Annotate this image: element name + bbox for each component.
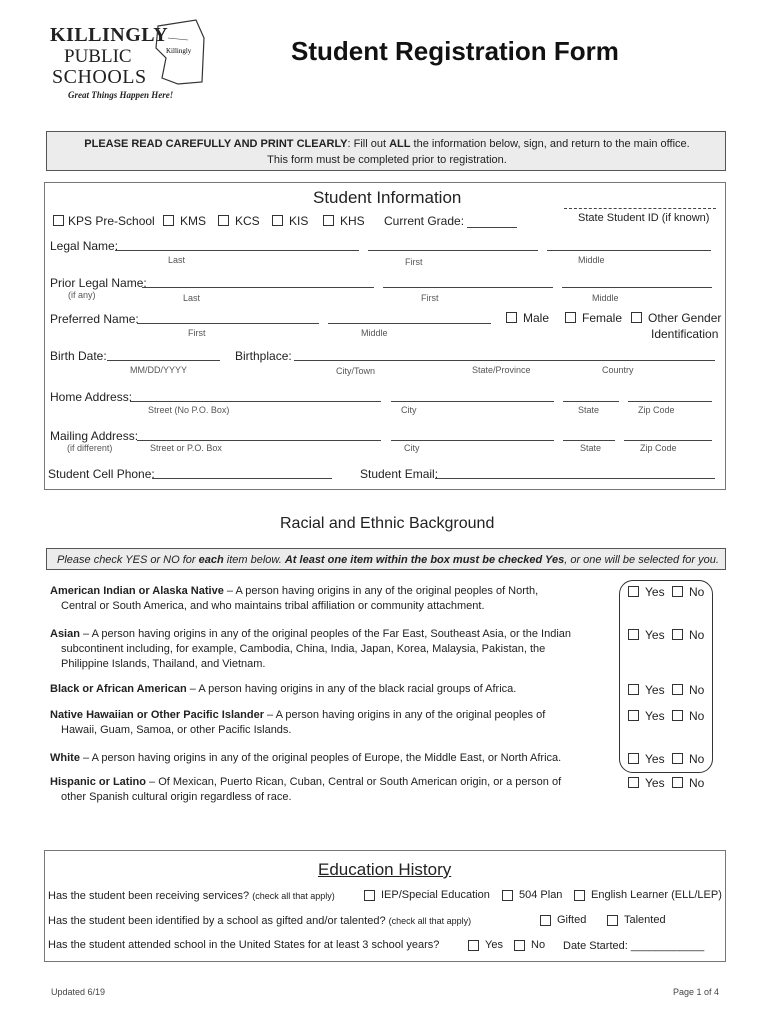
checkbox-attended-yes[interactable] <box>468 940 479 951</box>
prior-name-middle-field[interactable] <box>562 287 712 288</box>
label-attended-yes: Yes <box>485 939 503 951</box>
birth-date-hint: MM/DD/YYYY <box>130 365 188 375</box>
checkbox-hawaiian-yes[interactable] <box>628 710 639 721</box>
logo-text-public: PUBLIC <box>64 46 132 67</box>
footer-page-number: Page 1 of 4 <box>673 987 720 997</box>
mailing-zip-field[interactable] <box>624 440 712 441</box>
home-city-field[interactable] <box>391 401 554 402</box>
label-other-gender-2: Identification <box>651 327 719 341</box>
checkbox-asian-no[interactable] <box>672 629 683 640</box>
label-hawaiian-no: No <box>689 709 705 723</box>
checkbox-ell[interactable] <box>574 890 585 901</box>
race-item-hawaiian-line-1: Native Hawaiian or Other Pacific Islander – A person having origins in any of the original peoples of <box>50 709 546 721</box>
student-info-heading: Student Information <box>313 188 462 207</box>
home-address-label: Home Address: <box>50 390 133 404</box>
checkbox-hispanic-no[interactable] <box>672 777 683 788</box>
birth-date-label: Birth Date: <box>50 349 107 363</box>
cell-phone-field[interactable] <box>152 478 332 479</box>
birthplace-label: Birthplace: <box>235 349 292 363</box>
prior-name-last-field[interactable] <box>142 287 374 288</box>
race-item-hispanic-line-1: Hispanic or Latino – Of Mexican, Puerto Rican, Cuban, Central or South American origin, or a person of <box>50 776 562 788</box>
notice-box <box>46 131 726 171</box>
email-field[interactable] <box>435 478 715 479</box>
checkbox-white-no[interactable] <box>672 753 683 764</box>
race-item-hispanic-line-2: other Spanish cultural origin regardless of race. <box>61 791 292 803</box>
label-hawaiian-yes: Yes <box>645 709 665 723</box>
label-white-yes: Yes <box>645 752 665 766</box>
home-state-field[interactable] <box>563 401 619 402</box>
checkbox-kis[interactable] <box>272 215 283 226</box>
prior-name-first-hint: First <box>421 293 439 303</box>
home-zip-field[interactable] <box>628 401 712 402</box>
prior-name-first-field[interactable] <box>383 287 553 288</box>
label-attended-no: No <box>531 939 546 951</box>
race-answer-box <box>619 580 713 773</box>
education-q1: Has the student been receiving services? (check all that apply) <box>48 890 335 902</box>
legal-name-last-field[interactable] <box>115 250 359 251</box>
legal-name-first-hint: First <box>405 257 423 267</box>
home-street-hint: Street (No P.O. Box) <box>148 405 230 415</box>
preferred-name-middle-field[interactable] <box>328 323 491 324</box>
home-city-hint: City <box>401 405 417 415</box>
label-504-plan: 504 Plan <box>519 889 563 901</box>
email-label: Student Email: <box>360 467 439 481</box>
preferred-name-label: Preferred Name: <box>50 312 139 326</box>
label-kis: KIS <box>289 214 309 228</box>
prior-legal-name-hint: (if any) <box>68 290 96 300</box>
page-title: Student Registration Form <box>291 36 619 66</box>
label-kcs: KCS <box>235 214 260 228</box>
label-female: Female <box>582 311 623 325</box>
label-kps-preschool: KPS Pre-School <box>68 214 155 228</box>
mailing-city-hint: City <box>404 443 420 453</box>
checkbox-other-gender[interactable] <box>631 312 642 323</box>
label-american-indian-yes: Yes <box>645 585 665 599</box>
birthplace-country-hint: Country <box>602 365 634 375</box>
checkbox-iep[interactable] <box>364 890 375 901</box>
label-ell: English Learner (ELL/LEP) <box>591 889 722 901</box>
birthplace-state-hint: State/Province <box>472 365 531 375</box>
label-talented: Talented <box>624 914 666 926</box>
date-started-field[interactable]: Date Started: ____________ <box>563 940 705 952</box>
prior-legal-name-label: Prior Legal Name: <box>50 276 147 290</box>
prior-name-middle-hint: Middle <box>592 293 619 303</box>
checkbox-talented[interactable] <box>607 915 618 926</box>
mailing-zip-hint: Zip Code <box>640 443 677 453</box>
race-item-white-line-1: White – A person having origins in any of the original peoples of Europe, the Middle East, or North Africa. <box>50 752 562 764</box>
label-black-no: No <box>689 683 705 697</box>
checkbox-kms[interactable] <box>163 215 174 226</box>
label-kms: KMS <box>180 214 207 228</box>
education-q2: Has the student been identified by a school as gifted and/or talented? (check all that apply) <box>48 915 472 927</box>
checkbox-attended-no[interactable] <box>514 940 525 951</box>
checkbox-504-plan[interactable] <box>502 890 513 901</box>
notice-line-2: This form must be completed prior to registration. <box>267 154 507 166</box>
logo-map-label: Killingly <box>166 47 192 55</box>
checkbox-hispanic-yes[interactable] <box>628 777 639 788</box>
preferred-name-middle-hint: Middle <box>361 328 388 338</box>
label-white-no: No <box>689 752 705 766</box>
label-gifted: Gifted <box>557 914 587 926</box>
legal-name-label: Legal Name: <box>50 239 119 253</box>
birthplace-city-hint: City/Town <box>336 366 376 376</box>
checkbox-male[interactable] <box>506 312 517 323</box>
preferred-name-first-field[interactable] <box>137 323 319 324</box>
label-american-indian-no: No <box>689 585 705 599</box>
current-grade-field[interactable] <box>467 227 517 228</box>
checkbox-american-indian-yes[interactable] <box>628 586 639 597</box>
logo-text-schools: SCHOOLS <box>52 66 147 88</box>
preferred-name-first-hint: First <box>188 328 206 338</box>
checkbox-black-no[interactable] <box>672 684 683 695</box>
birthplace-field[interactable] <box>294 360 715 361</box>
label-male: Male <box>523 311 550 325</box>
label-asian-yes: Yes <box>645 628 665 642</box>
checkbox-khs[interactable] <box>323 215 334 226</box>
checkbox-kps-preschool[interactable] <box>53 215 64 226</box>
mailing-street-hint: Street or P.O. Box <box>150 443 222 453</box>
checkbox-gifted[interactable] <box>540 915 551 926</box>
mailing-address-label: Mailing Address: <box>50 429 139 443</box>
checkbox-hawaiian-no[interactable] <box>672 710 683 721</box>
notice-line-1: PLEASE READ CAREFULLY AND PRINT CLEARLY: Fill out ALL the information below, sign, and return to the main office. <box>84 138 690 150</box>
racial-instruction-box <box>46 548 726 570</box>
label-hispanic-yes: Yes <box>645 776 665 790</box>
racial-heading: Racial and Ethnic Background <box>280 515 495 532</box>
mailing-street-field[interactable] <box>137 440 381 441</box>
mailing-address-hint: (if different) <box>67 443 113 453</box>
home-zip-hint: Zip Code <box>638 405 675 415</box>
legal-name-first-field[interactable] <box>368 250 538 251</box>
mailing-state-hint: State <box>580 443 602 453</box>
label-asian-no: No <box>689 628 705 642</box>
label-iep: IEP/Special Education <box>381 889 490 901</box>
race-item-asian-line-3: Philippine Islands, Thailand, and Vietnam. <box>61 658 266 670</box>
home-state-hint: State <box>578 405 600 415</box>
birth-date-field[interactable] <box>107 360 220 361</box>
label-other-gender-1: Other Gender <box>648 311 722 325</box>
town-map-icon <box>148 18 208 86</box>
checkbox-kcs[interactable] <box>218 215 229 226</box>
mailing-city-field[interactable] <box>391 440 554 441</box>
race-item-asian-line-2: subcontinent including, for example, Cambodia, China, India, Japan, Korea, Malaysia, Pakistan, the <box>61 643 546 655</box>
label-hispanic-no: No <box>689 776 705 790</box>
cell-phone-label: Student Cell Phone: <box>48 467 155 481</box>
logo-text-killingly: KILLINGLY <box>50 24 169 46</box>
label-black-yes: Yes <box>645 683 665 697</box>
logo <box>40 18 210 108</box>
checkbox-white-yes[interactable] <box>628 753 639 764</box>
current-grade-label: Current Grade: <box>384 214 465 228</box>
checkbox-american-indian-no[interactable] <box>672 586 683 597</box>
label-khs: KHS <box>340 214 365 228</box>
race-item-american-indian-line-1: American Indian or Alaska Native – A person having origins in any of the original peoples of North, <box>50 585 539 597</box>
home-street-field[interactable] <box>130 401 381 402</box>
education-heading: Education History <box>318 860 452 879</box>
legal-name-last-hint: Last <box>168 255 186 265</box>
racial-instruction: Please check YES or NO for each item below. At least one item within the box must be checked Yes, or one will be selected for you. <box>57 554 719 566</box>
race-item-black-line-1: Black or African American – A person having origins in any of the black racial groups of Africa. <box>50 683 517 695</box>
checkbox-black-yes[interactable] <box>628 684 639 695</box>
state-id-label: State Student ID (if known) <box>578 212 710 224</box>
legal-name-middle-hint: Middle <box>578 255 605 265</box>
mailing-state-field[interactable] <box>563 440 615 441</box>
footer-updated: Updated 6/19 <box>51 987 106 997</box>
education-q3: Has the student attended school in the United States for at least 3 school years? <box>48 939 440 951</box>
race-item-hawaiian-line-2: Hawaii, Guam, Samoa, or other Pacific Islands. <box>61 724 292 736</box>
legal-name-middle-field[interactable] <box>547 250 711 251</box>
race-item-american-indian-line-2: Central or South America, and who maintains tribal affiliation or community attachment. <box>61 600 485 612</box>
state-id-field[interactable] <box>564 208 716 209</box>
race-item-asian-line-1: Asian – A person having origins in any of the original peoples of the Far East, Southeast Asia, or the Indian <box>50 628 572 640</box>
checkbox-asian-yes[interactable] <box>628 629 639 640</box>
prior-name-last-hint: Last <box>183 293 201 303</box>
logo-tagline: Great Things Happen Here! <box>68 90 174 100</box>
checkbox-female[interactable] <box>565 312 576 323</box>
